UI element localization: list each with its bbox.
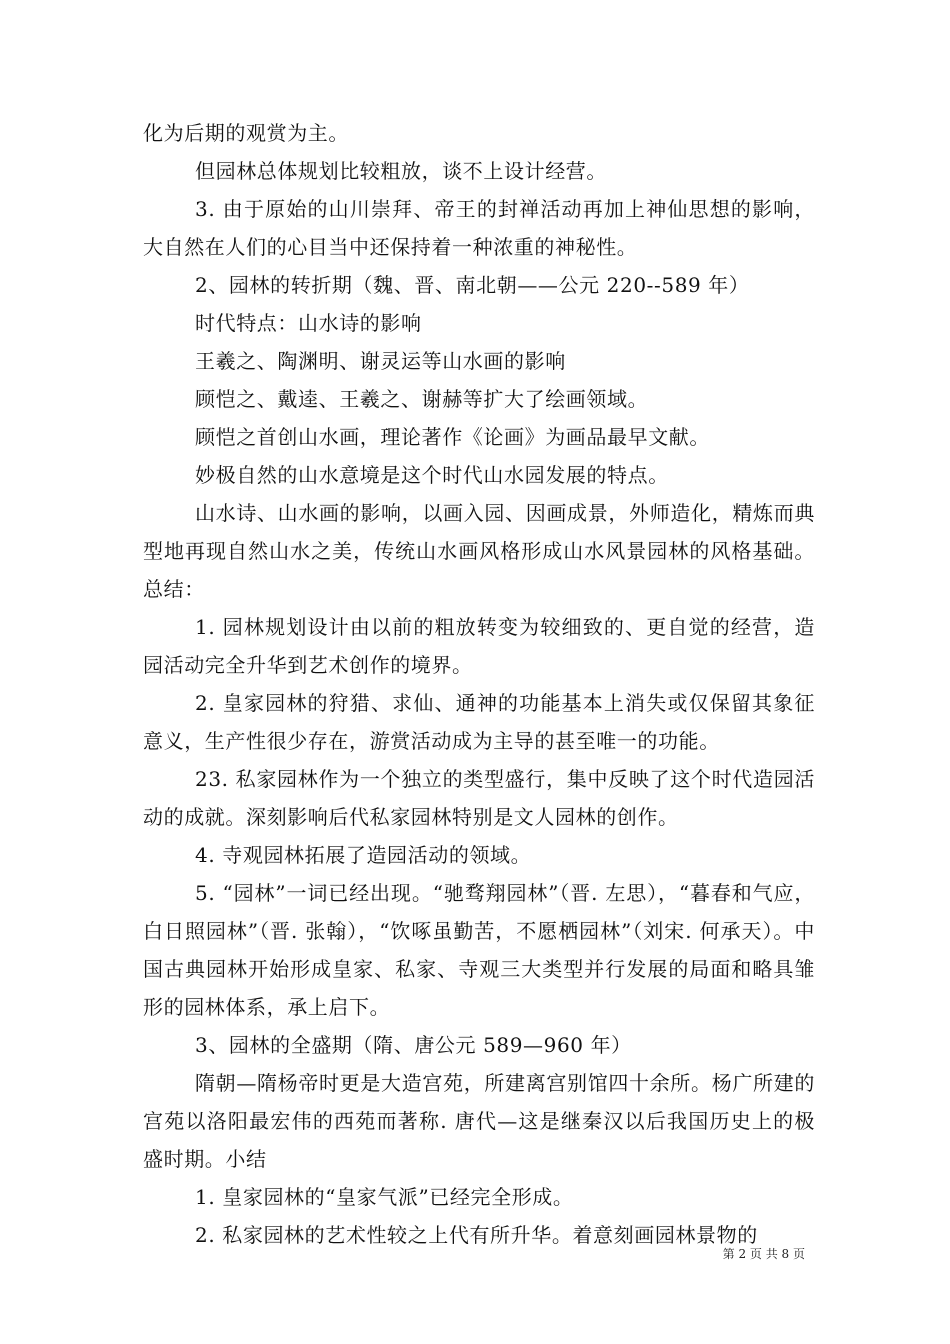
paragraph: 23. 私家园林作为一个独立的类型盛行，集中反映了这个时代造园活动的成就。深刻影响后代私家园林特别是文人园林的创作。 bbox=[143, 767, 815, 829]
paragraph: 隋朝—隋杨帝时更是大造宫苑，所建离宫别馆四十余所。杨广所建的宫苑以洛阳最宏伟的西苑而著称. 唐代—这是继秦汉以后我国历史上的极盛时期。小结 bbox=[143, 1071, 815, 1171]
paragraph: 妙极自然的山水意境是这个时代山水园发展的特点。 bbox=[195, 463, 669, 487]
page-footer: 第 2 页 共 8 页 bbox=[722, 1247, 805, 1261]
paragraph: 山水诗、山水画的影响，以画入园、因画成景，外师造化，精炼而典型地再现自然山水之美，传统山水画风格形成山水风景园林的风格基础。总结： bbox=[143, 501, 815, 601]
body-text bbox=[143, 114, 815, 1254]
paragraph: 但园林总体规划比较粗放，谈不上设计经营。 bbox=[195, 159, 607, 183]
paragraph: 3. 由于原始的山川崇拜、帝王的封禅活动再加上神仙思想的影响，大自然在人们的心目当中还保持着一种浓重的神秘性。 bbox=[143, 197, 815, 259]
paragraph: 2、园林的转折期（魏、晋、南北朝——公元 220--589 年） bbox=[195, 273, 750, 297]
paragraph: 时代特点：山水诗的影响 bbox=[195, 311, 422, 335]
paragraph: 化为后期的观赏为主。 bbox=[143, 121, 349, 145]
paragraph: 5. “园林”一词已经出现。“驰骛翔园林”（晋. 左思），“暮春和气应，白日照园林”（晋. 张翰），“饮啄虽勤苦，不愿栖园林”（刘宋. 何承天）。中国古典园林开始形成皇家、私家、寺观三大类型并行发展的局面和略具雏形的园林体系，承上启下。 bbox=[143, 881, 815, 1019]
paragraph: 顾恺之、戴逵、王羲之、谢赫等扩大了绘画领域。 bbox=[195, 387, 649, 411]
paragraph: 顾恺之首创山水画，理论著作《论画》为画品最早文献。 bbox=[195, 425, 710, 449]
paragraph: 2. 私家园林的艺术性较之上代有所升华。着意刻画园林景物的 bbox=[195, 1223, 758, 1247]
paragraph: 3、园林的全盛期（隋、唐公元 589—960 年） bbox=[195, 1033, 632, 1057]
paragraph: 1. 园林规划设计由以前的粗放转变为较细致的、更自觉的经营，造园活动完全升华到艺术创作的境界。 bbox=[143, 615, 815, 677]
paragraph: 2. 皇家园林的狩猎、求仙、通神的功能基本上消失或仅保留其象征意义，生产性很少存在，游赏活动成为主导的甚至唯一的功能。 bbox=[143, 691, 815, 753]
paragraph: 4. 寺观园林拓展了造园活动的领域。 bbox=[195, 843, 532, 867]
paragraph: 王羲之、陶渊明、谢灵运等山水画的影响 bbox=[195, 349, 566, 373]
paragraph: 1. 皇家园林的“皇家气派”已经完全形成。 bbox=[195, 1185, 574, 1209]
